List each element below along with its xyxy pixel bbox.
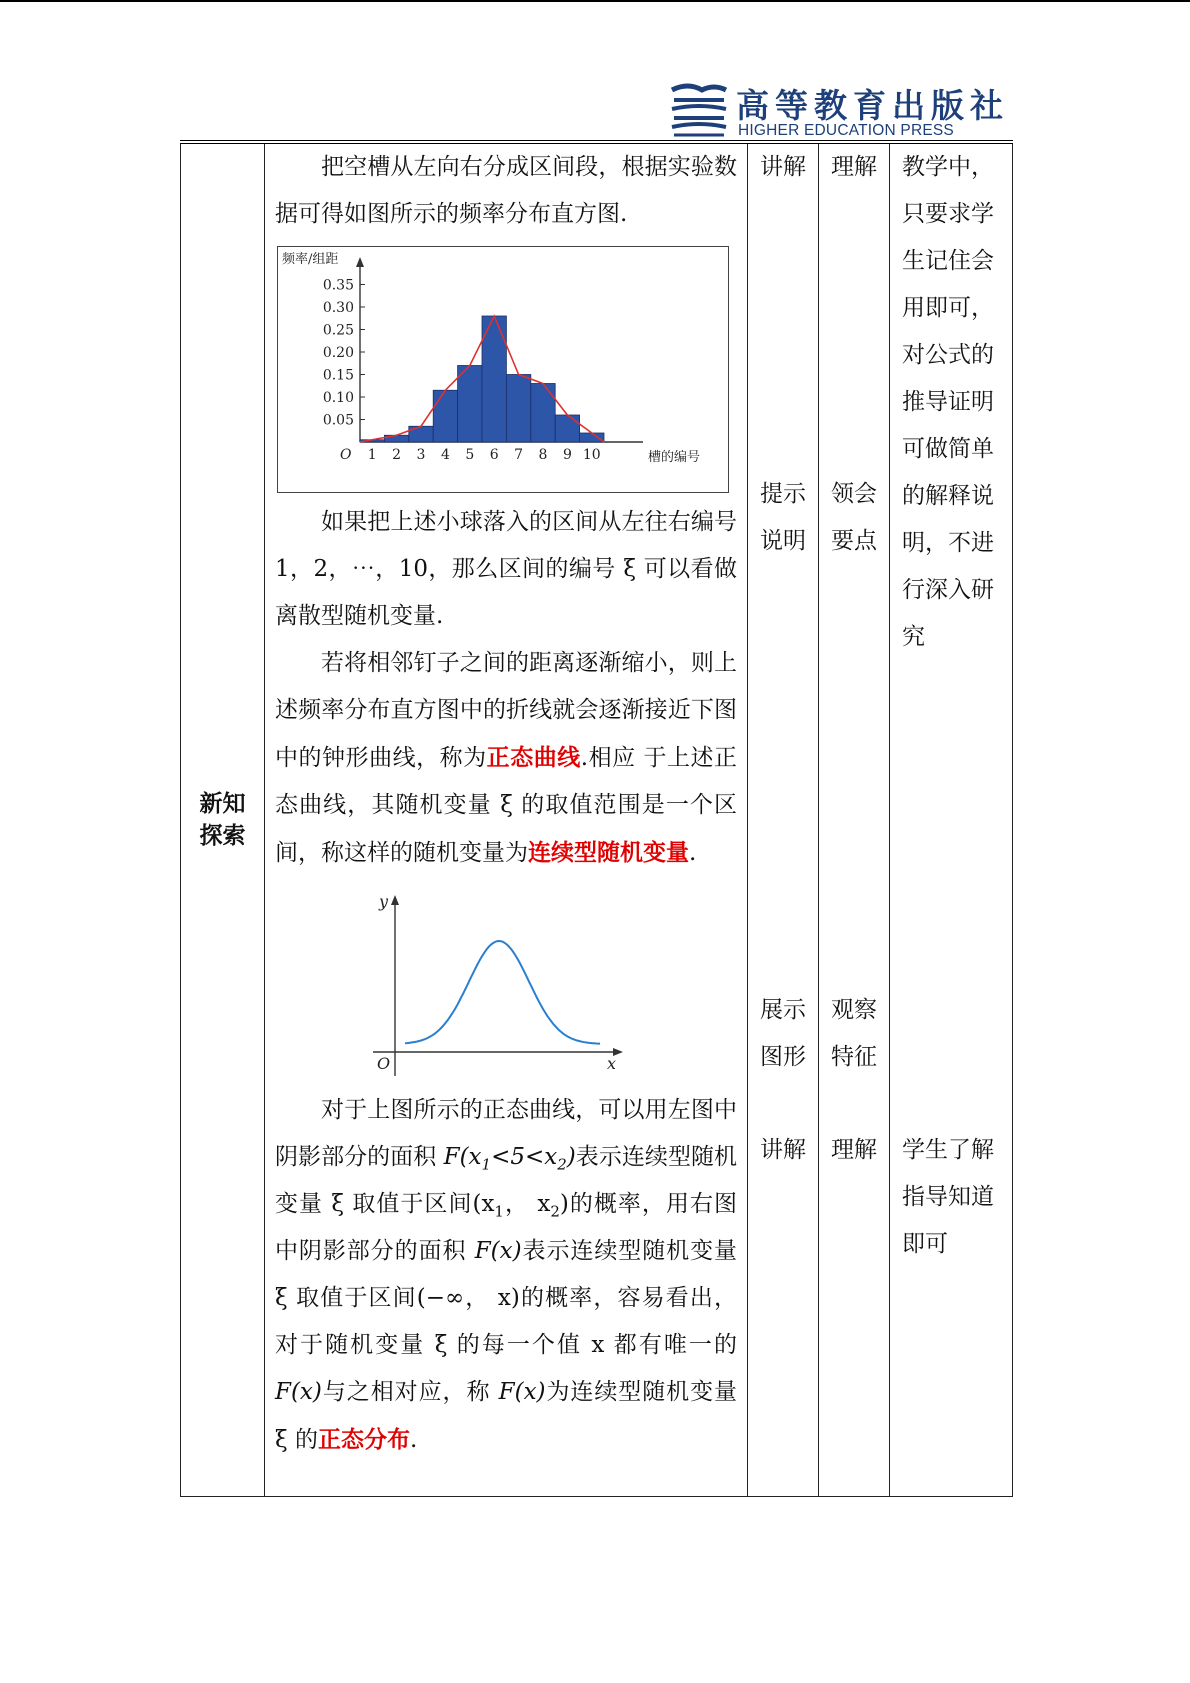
formula-text: ) [566, 1144, 576, 1170]
student-activity-text: 理解 [831, 1137, 877, 1163]
design-note-line: 指导知道 [902, 1184, 994, 1210]
teacher-activity-text: 提示 [760, 481, 806, 507]
student-activity-cell [819, 142, 890, 1497]
design-note-line: 对公式的 [902, 342, 994, 368]
section-label-cell [181, 142, 265, 1497]
publisher-name-cn: 高等教育出版社 [736, 86, 1009, 125]
student-activity-text: 要点 [831, 528, 877, 554]
design-note-line: 生记住会 [902, 248, 994, 274]
teacher-activity-cell [748, 142, 819, 1497]
text-span: 对于上图所示的正态曲线，可以用左图中阴影部分的面积 [275, 1097, 737, 1170]
teacher-activity-text: 展示 [760, 997, 806, 1023]
design-note-cell [890, 142, 1013, 1497]
histogram-figure [277, 246, 729, 493]
teacher-activity-1 [760, 144, 806, 191]
teacher-activity-text: 讲解 [760, 1137, 806, 1163]
histogram-xtick-label: 10 [582, 447, 601, 463]
design-note-1 [902, 144, 1006, 661]
student-activity-text: 特征 [831, 1044, 877, 1070]
frequency-histogram-chart [278, 247, 728, 492]
text-span: 表示连续型随机变量 ξ 取值于区间(x [275, 1144, 738, 1217]
paragraph-normal-distribution [275, 1087, 737, 1464]
publisher-name-en: HIGHER EDUCATION PRESS [738, 122, 954, 139]
student-activity-text: 观察 [831, 997, 877, 1023]
histogram-ylabel: 频率/组距 [282, 252, 339, 267]
histogram-ytick-label: 0.05 [322, 412, 354, 429]
text-span: ， x [503, 1191, 551, 1217]
histogram-bar [580, 433, 604, 442]
paragraph-histogram-intro: 把空槽从左向右分成区间段，根据实验数据可得如图所示的频率分布直方图. [275, 154, 737, 227]
bell-ylabel: y [379, 892, 389, 911]
term-normal-curve: 正态曲线 [486, 744, 581, 771]
text-span: . [409, 1427, 418, 1453]
design-note-line: 学生了解 [902, 1137, 994, 1163]
section-label-line-1: 新知 [199, 790, 246, 817]
histogram-bar [531, 384, 555, 443]
text-span: )的概率，用右图中阴影部分的面积 [275, 1191, 737, 1264]
text-span: .相应 于上述正态曲线，其随机变量 ξ 的取值范围是一个区间，称这样的随机变量为 [275, 745, 738, 866]
formula-text: F(x [443, 1144, 482, 1170]
teacher-activity-2 [760, 471, 806, 565]
text-span: 表示连续型随机变量 ξ 取值于区间(−∞， x)的概率，容易看出，对于随机变量 ξ 的每一个值 x 都有唯一的 [275, 1238, 738, 1358]
histogram-bar [555, 415, 579, 442]
paragraph-discrete-variable: 如果把上述小球落入的区间从左往右编号 1，2，⋯，10，那么区间的编号 ξ 可以看做离散型随机变量. [275, 509, 737, 629]
histogram-ytick-label: 0.10 [322, 390, 354, 406]
teacher-activity-text: 说明 [760, 528, 806, 554]
normal-curve-line [405, 941, 600, 1044]
design-note-line: 用即可， [902, 295, 994, 321]
bell-origin-label: O [377, 1054, 391, 1073]
design-note-line: 推导证明 [902, 389, 994, 415]
formula-subscript: 2 [550, 1202, 560, 1221]
design-note-line: 可做简单 [902, 436, 994, 462]
student-activity-2 [831, 471, 877, 565]
histogram-xtick-label: 6 [489, 447, 499, 463]
formula-span: F(x) [275, 1379, 322, 1405]
design-note-2 [902, 1127, 1006, 1268]
histogram-xtick-label: 4 [440, 447, 450, 463]
formula-subscript: 1 [494, 1202, 504, 1221]
design-note-line: 行深入研 [902, 577, 994, 603]
histogram-xtick-label: 7 [514, 447, 524, 463]
student-activity-3 [831, 987, 877, 1081]
teacher-activity-3 [760, 987, 806, 1081]
publisher-logo [668, 80, 1008, 140]
student-activity-4 [831, 1127, 877, 1174]
histogram-xtick-label: 1 [367, 447, 377, 463]
page-top-rule [0, 0, 1190, 2]
term-continuous-random-variable: 连续型随机变量 [528, 839, 689, 866]
histogram-bar [458, 366, 482, 443]
y-axis-arrow [356, 257, 364, 267]
histogram-bar [506, 375, 530, 443]
y-axis-arrow [391, 895, 399, 905]
student-activity-text: 理解 [831, 154, 877, 180]
histogram-xlabel: 槽的编号 [648, 450, 701, 465]
lesson-row [181, 142, 1013, 1497]
formula-subscript: 1 [481, 1155, 492, 1174]
teacher-activity-text: 图形 [760, 1044, 806, 1070]
histogram-xtick-label: 5 [465, 447, 475, 463]
design-note-line: 的解释说 [902, 483, 994, 509]
section-label-line-2: 探索 [199, 822, 246, 849]
publisher-emblem-icon [668, 82, 730, 138]
histogram-ytick-label: 0.25 [322, 322, 354, 339]
formula-subscript: 2 [557, 1155, 567, 1174]
student-activity-1 [831, 144, 877, 191]
paragraph-normal-curve [275, 640, 737, 877]
main-content-cell [265, 142, 748, 1497]
design-note-line: 教学中， [902, 154, 994, 180]
design-note-line: 即可 [902, 1231, 948, 1257]
design-note-line: 只要求学 [902, 201, 994, 227]
normal-curve-chart [373, 887, 633, 1087]
histogram-xtick-label: 2 [392, 447, 402, 463]
text-span: 与之相对应，称 [321, 1379, 491, 1405]
design-note-line: 究 [902, 624, 925, 650]
student-activity-text: 领会 [831, 481, 877, 507]
histogram-xtick-label: 8 [538, 447, 548, 463]
histogram-bar [433, 390, 457, 442]
histogram-xtick-label: 9 [562, 447, 572, 463]
formula-span [443, 1144, 576, 1174]
bell-xlabel: x [607, 1054, 617, 1073]
histogram-ytick-label: 0.35 [322, 277, 354, 294]
histogram-ytick-label: 0.30 [322, 300, 354, 316]
histogram-ytick-label: 0.20 [322, 345, 354, 361]
term-normal-distribution: 正态分布 [317, 1426, 410, 1453]
text-span: 若将相邻钉子之间的距离逐渐缩小，则上述频率分布直方图中的折线就会逐渐接近下图中的钟形曲线，称为 [275, 650, 737, 771]
teacher-activity-4 [760, 1127, 806, 1174]
histogram-xtick-label: 3 [416, 447, 426, 463]
formula-span: F(x) [498, 1379, 546, 1405]
histogram-origin-label: O [340, 447, 352, 463]
design-note-line: 明，不进 [902, 530, 994, 556]
text-span: 为连续型随机变量 ξ 的 [275, 1379, 738, 1453]
teacher-activity-text: 讲解 [760, 154, 806, 180]
formula-span: F(x) [474, 1238, 522, 1264]
histogram-ytick-label: 0.15 [322, 367, 354, 384]
formula-text: <5<x [491, 1144, 558, 1170]
lesson-table [180, 140, 1013, 1497]
text-span: . [689, 840, 697, 866]
